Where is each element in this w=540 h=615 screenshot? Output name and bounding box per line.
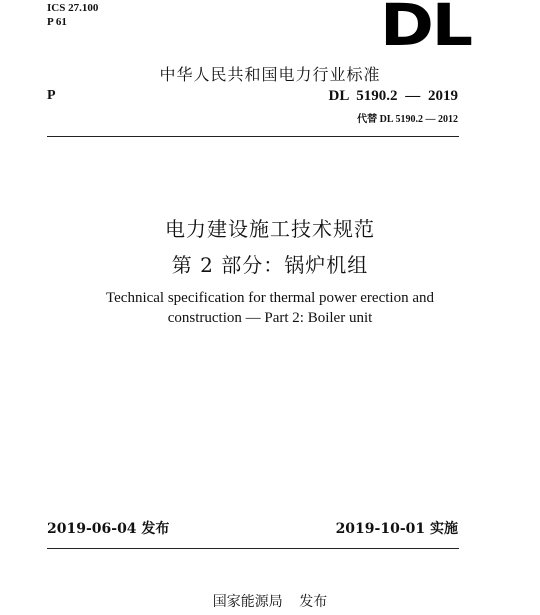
ics-classification (47, 1, 98, 29)
title-en-line-1: Technical specification for thermal power erection and (106, 290, 434, 306)
classification-code: P (47, 88, 56, 103)
top-divider (47, 136, 459, 137)
p-class-code: P 61 (47, 16, 67, 28)
dl-logo: DL (380, 0, 471, 59)
bottom-divider (47, 548, 459, 549)
industry-standard-title: 中华人民共和国电力行业标准 (159, 65, 381, 84)
issue-date: 2019-06-04 发布 (47, 521, 170, 537)
ics-code: ICS 27.100 (47, 2, 99, 14)
title-en-line-2: construction — Part 2: Boiler unit (167, 310, 373, 326)
document-title-en (0, 288, 540, 328)
document-subtitle-cn: 第 2 部分：锅炉机组 (171, 253, 369, 277)
implement-date: 2019-10-01 实施 (335, 521, 458, 537)
standard-number: DL 5190.2 — 2019 (328, 88, 458, 104)
document-title-cn: 电力建设施工技术规范 (165, 217, 375, 241)
publisher: 国家能源局 发布 (212, 594, 328, 610)
replaces-standard: 代替 DL 5190.2 — 2012 (357, 114, 458, 125)
